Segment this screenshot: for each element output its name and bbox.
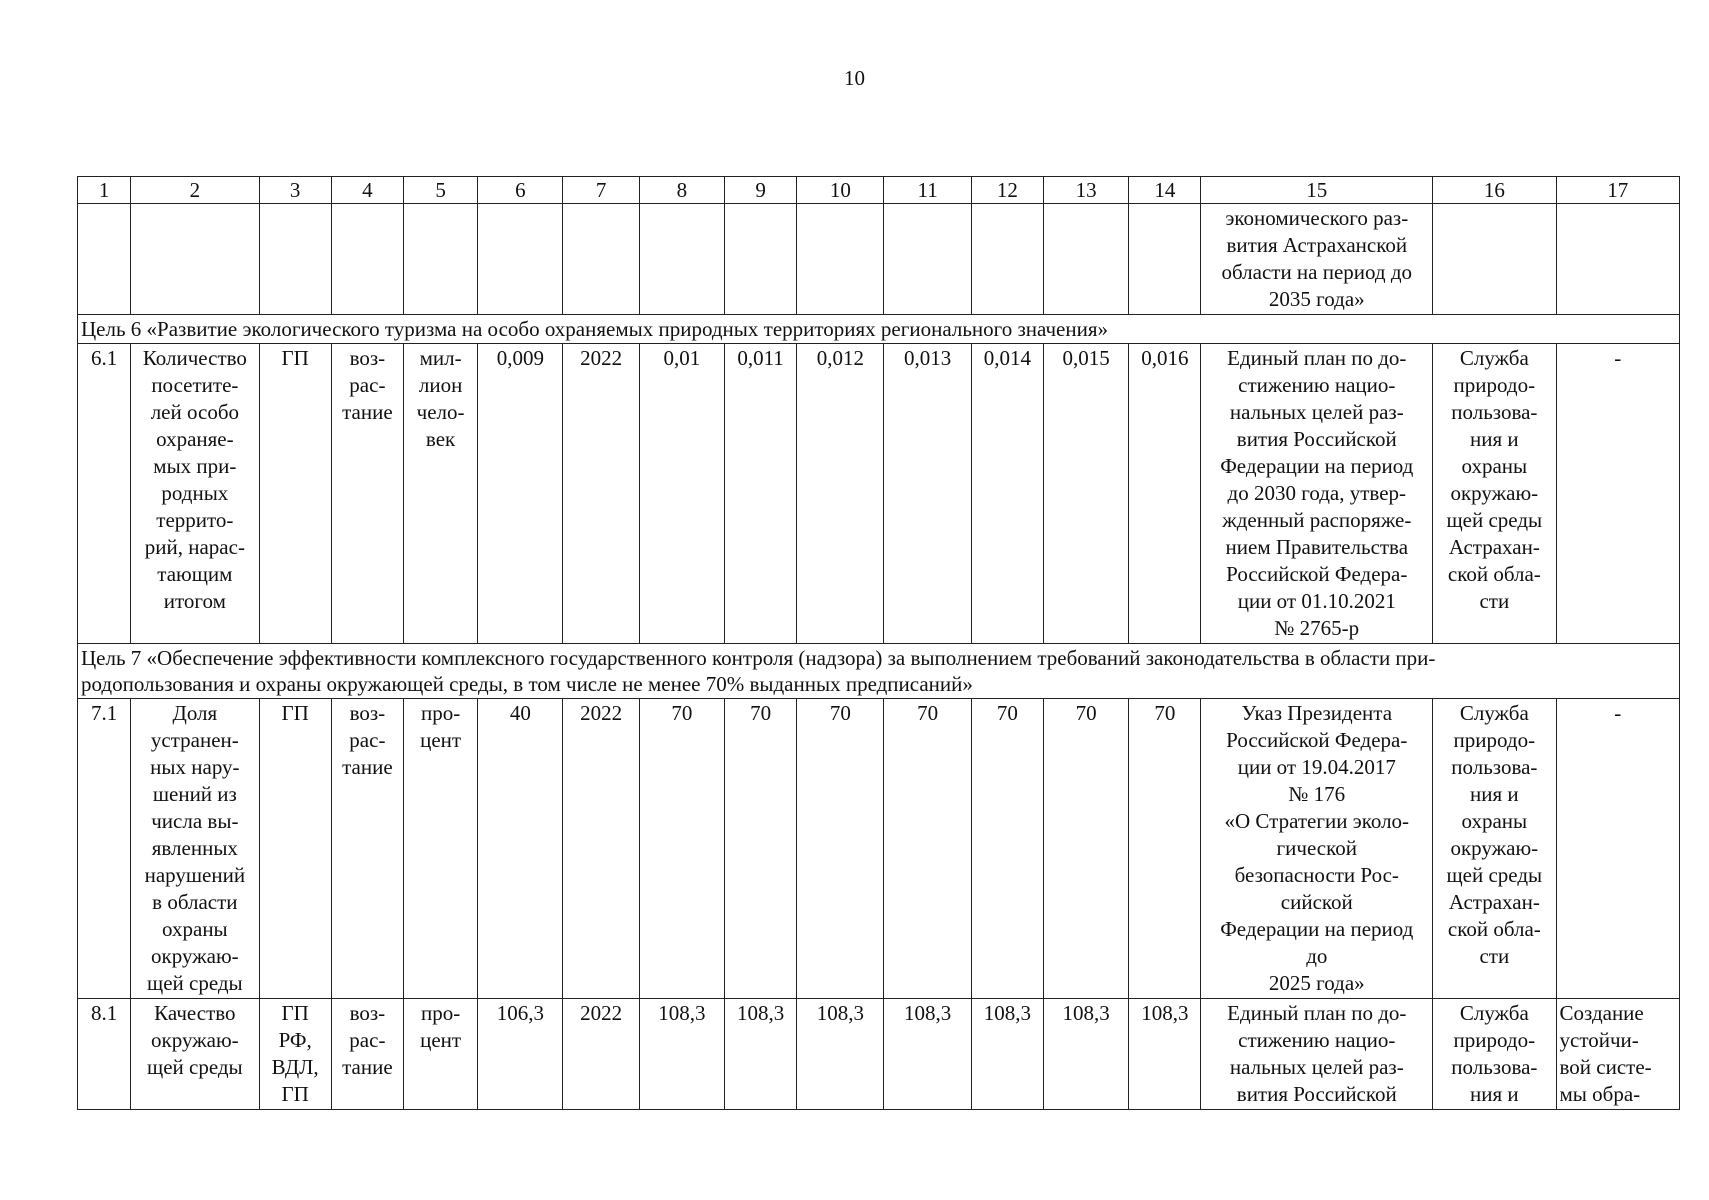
indicator-name: Количество посетите- лей особо охраняе- мых при- родных террито- рий, нарас- тающим итогом <box>131 344 259 644</box>
source-document-cell: экономического раз- вития Астраханской области на период до 2035 года» <box>1201 204 1433 315</box>
source-document-cell: Единый план по до- стижению нацио- нальных целей раз- вития Российской Федерации на период до 2030 года, утвер- жденный распоряже- нием Правительства Российской Федера- ции от 01.10.2021 № 2765-р <box>1201 344 1433 644</box>
table-cell <box>259 204 331 315</box>
info-system-cell: Создание устойчи- вой систе- мы обра- <box>1556 999 1679 1110</box>
base-value: 0,009 <box>478 344 563 644</box>
target-value: 108,3 <box>1043 999 1128 1110</box>
table-cell <box>724 204 796 315</box>
table-cell <box>1433 204 1556 315</box>
table-cell <box>971 204 1043 315</box>
target-value: 0,016 <box>1129 344 1201 644</box>
source-document-cell: Единый план по до- стижению нацио- нальных целей раз- вития Российской <box>1201 999 1433 1110</box>
responsible-cell: Служба природо- пользова- ния и <box>1433 999 1556 1110</box>
goal-row <box>78 315 1680 344</box>
base-year: 2022 <box>563 344 639 644</box>
target-value: 0,012 <box>797 344 884 644</box>
col-header: 5 <box>403 177 477 204</box>
target-value: 70 <box>1129 699 1201 999</box>
table-cell <box>403 204 477 315</box>
goal-6-title: Цель 6 «Развитие экологического туризма на особо охраняемых природных территориях регионального значения» <box>78 315 1680 344</box>
table-cell <box>331 204 403 315</box>
target-value: 70 <box>1043 699 1128 999</box>
col-header: 13 <box>1043 177 1128 204</box>
table-cell <box>1556 204 1679 315</box>
goal-7-title: Цель 7 «Обеспечение эффективности комплексного государственного контроля (надзора) за выполнением требований законодательства в области при- родопользования и охраны окружающей среды, в том числе не менее 70% выданных предписаний» <box>78 644 1680 699</box>
table-cell <box>797 204 884 315</box>
indicator-level: ГП РФ, ВДЛ, ГП <box>259 999 331 1110</box>
table-cell <box>131 204 259 315</box>
col-header: 3 <box>259 177 331 204</box>
row-number: 7.1 <box>78 699 131 999</box>
indicator-name: Качество окружаю- щей среды <box>131 999 259 1110</box>
unit-of-measure: про- цент <box>403 999 477 1110</box>
responsible-cell: Служба природо- пользова- ния и охраны окружаю- щей среды Астрахан- ской обла- сти <box>1433 344 1556 644</box>
target-value: 0,013 <box>884 344 971 644</box>
responsible-cell: Служба природо- пользова- ния и охраны окружаю- щей среды Астрахан- ской обла- сти <box>1433 699 1556 999</box>
col-header: 1 <box>78 177 131 204</box>
unit-of-measure: мил- лион чело- век <box>403 344 477 644</box>
page-number: 10 <box>844 66 865 90</box>
table-cell <box>1129 204 1201 315</box>
col-header: 9 <box>724 177 796 204</box>
target-value: 70 <box>797 699 884 999</box>
base-year: 2022 <box>563 699 639 999</box>
indicators-table <box>77 176 1680 1110</box>
col-header: 14 <box>1129 177 1201 204</box>
target-value: 0,011 <box>724 344 796 644</box>
column-number-row <box>78 177 1680 204</box>
target-value: 108,3 <box>724 999 796 1110</box>
target-value: 70 <box>884 699 971 999</box>
col-header: 16 <box>1433 177 1556 204</box>
target-value: 108,3 <box>1129 999 1201 1110</box>
unit-of-measure: про- цент <box>403 699 477 999</box>
target-value: 108,3 <box>971 999 1043 1110</box>
col-header: 15 <box>1201 177 1433 204</box>
indicator-direction: воз- рас- тание <box>331 699 403 999</box>
goal-row <box>78 644 1680 699</box>
continuation-row <box>78 204 1680 315</box>
info-system-cell: - <box>1556 344 1679 644</box>
table-cell <box>639 204 724 315</box>
indicator-level: ГП <box>259 699 331 999</box>
target-value: 108,3 <box>639 999 724 1110</box>
row-number: 6.1 <box>78 344 131 644</box>
target-value: 70 <box>724 699 796 999</box>
base-value: 40 <box>478 699 563 999</box>
indicator-direction: воз- рас- тание <box>331 999 403 1110</box>
row-number: 8.1 <box>78 999 131 1110</box>
col-header: 12 <box>971 177 1043 204</box>
target-value: 70 <box>639 699 724 999</box>
table-cell <box>1043 204 1128 315</box>
col-header: 4 <box>331 177 403 204</box>
target-value: 70 <box>971 699 1043 999</box>
base-value: 106,3 <box>478 999 563 1110</box>
col-header: 11 <box>884 177 971 204</box>
col-header: 10 <box>797 177 884 204</box>
col-header: 6 <box>478 177 563 204</box>
indicator-name: Доля устранен- ных нару- шений из числа вы- явленных нарушений в области охраны окружаю- щей среды <box>131 699 259 999</box>
info-system-cell: - <box>1556 699 1679 999</box>
table-row <box>78 999 1680 1110</box>
indicator-direction: воз- рас- тание <box>331 344 403 644</box>
table-cell <box>478 204 563 315</box>
table-cell <box>78 204 131 315</box>
table-cell <box>563 204 639 315</box>
source-document-cell: Указ Президента Российской Федера- ции от 19.04.2017 № 176 «О Стратегии эколо- гической безопасности Рос- сийской Федерации на период до 2025 года» <box>1201 699 1433 999</box>
table-row <box>78 699 1680 999</box>
indicator-level: ГП <box>259 344 331 644</box>
target-value: 0,014 <box>971 344 1043 644</box>
target-value: 0,01 <box>639 344 724 644</box>
table-cell <box>884 204 971 315</box>
target-value: 108,3 <box>884 999 971 1110</box>
col-header: 8 <box>639 177 724 204</box>
col-header: 2 <box>131 177 259 204</box>
table-row <box>78 344 1680 644</box>
target-value: 0,015 <box>1043 344 1128 644</box>
target-value: 108,3 <box>797 999 884 1110</box>
base-year: 2022 <box>563 999 639 1110</box>
col-header: 17 <box>1556 177 1679 204</box>
col-header: 7 <box>563 177 639 204</box>
